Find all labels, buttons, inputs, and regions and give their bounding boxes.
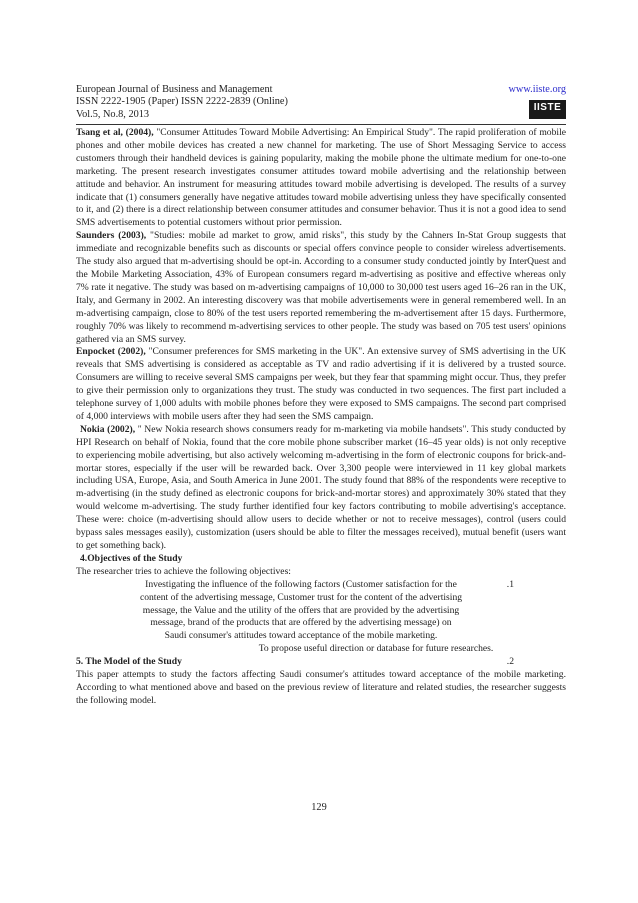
section4-intro: The researcher tries to achieve the following objectives: <box>76 565 291 577</box>
paragraph-enpocket <box>76 346 566 423</box>
objective-1-line: content of the advertising message, Customer trust for the content of the advertising <box>139 591 463 603</box>
text-nokia: " New Nokia research shows consumers ready for m-marketing via mobile handsets". This study conducted by HPI Research on behalf of Nokia, found that the core mobile phone subscriber market (16–45 year olds) is not only receptive to experiencing mobile advertising, but also actively welcoming m-advertising in the form of electronic coupons for brick-and-mortar stores, especially if the user will be rewarded back. Over 3,300 people were interviewed in 11 key global markets including USA, Europe, Asia, and South America in June 2001. The study found that 88% of the respondents were receptive to m-advertising (in the study defined as electronic coupons for brick-and-mortar stores) and approximately 30% stated that they would welcome m-advertising. The study further identified four key factors contributing to mobile advertising's acceptance. These were: choice (m-advertising should allow users to decide whether or not to receive messages), control (users could bypass sales messages easily), customization (users should be able to filter the messages received), mutual benefit (users want to get something back). <box>76 423 566 551</box>
text-saunders: "Studies: mobile ad market to grow, amid risks", this study by the Cahners In-Stat Group suggests that immediate and recognizable benefits such as discounts or special offers convince people to consider wireless advertisements. The study also argued that m-advertising should be opt-in. According to a consumer study conducted jointly by InterQuest and the Mobile Marketing Association, 43% of European consumers regard m-advertising as positive and effective whereas only 7% rate it negative. The study was based on m-advertising campaigns of 10,000 to 30,000 test users aged 16–26 ran in the UK, Italy, and Germany in 2002. An interesting discovery was that mobile advertisements were in general remembered well. In an m-advertising campaign, close to 80% of the test users reported remembering the m-advertisement after 15 days. Furthermore, roughly 70% was likely to recommend m-advertising services to other people. The study was based on 705 test users' opinions gathered via an SMS survey. <box>76 230 566 345</box>
objective-2-line: To propose useful direction or database for future researches. <box>258 643 494 655</box>
iiste-logo <box>529 100 566 119</box>
objective-1-line: message, brand of the products that are offered by the advertising message) on <box>150 617 452 629</box>
author-tsang: Tsang et al, (2004), <box>76 127 154 138</box>
section5-text: This paper attempts to study the factors affecting Saudi consumer's attitudes toward acceptance of the mobile marketing. According to what mentioned above and based on the previous review of literature and related studies, the researcher suggests the following model. <box>76 669 566 706</box>
text-tsang: "Consumer Attitudes Toward Mobile Advertising: An Empirical Study". The rapid proliferation of mobile phones and other mobile devices has created a new channel for marketing. The use of Short Messaging Service to access customers through their handheld devices is gaining popularity, making the mobile phone the ultimate medium for one-to-one marketing. The present research investigates consumer attitudes toward mobile advertising and the relationship between attitude and behavior. An instrument for measuring attitudes toward mobile advertising is developed. The results of a survey indicate that (1) consumers generally have negative attitudes toward mobile advertising unless they have specifically consented to it, and (2) there is a direct relationship between consumer attitudes and consumer behavior. Thus it is not a good idea to send SMS advertisements to potential customers without prior permission. <box>76 127 566 229</box>
journal-volume: Vol.5, No.8, 2013 <box>76 108 150 120</box>
author-enpocket: Enpocket (2002), <box>76 346 146 358</box>
paragraph-tsang <box>76 127 566 230</box>
section4-heading: 4.Objectives of the Study <box>80 552 183 564</box>
author-saunders: Saunders (2003), <box>76 230 147 242</box>
objective-1-line: Investigating the influence of the following factors (Customer satisfaction for the <box>145 578 457 590</box>
journal-header <box>76 84 566 121</box>
text-enpocket: "Consumer preferences for SMS marketing in the UK". An extensive survey of SMS advertising in the UK reveals that SMS advertising is considered as acceptable as TV and radio advertising if it is delivered by a trusted source. Consumers are willing to receive several SMS campaigns per week, but they fear that spamming might occur. Thus, they prefer to give their permission only to organizations they trust. The study was conducted in two sequences. The first part included a telephone survey of 1,000 adults with mobile phones before they were exposed to SMS campaigns. The second part comprised of 4,000 interviews with mobile users after they had seen the SMS campaign. <box>76 346 566 422</box>
objective-2-number: .2 <box>506 655 514 667</box>
objective-1-line: Saudi consumer's attitudes toward acceptance of the mobile marketing. <box>164 630 438 642</box>
page-number: 129 <box>311 802 327 813</box>
paragraph-saunders <box>76 230 566 346</box>
journal-issn: ISSN 2222-1905 (Paper) ISSN 2222-2839 (Online) <box>76 96 288 108</box>
journal-title: European Journal of Business and Management <box>76 84 273 95</box>
paragraph-nokia <box>76 424 566 553</box>
article-body <box>76 127 566 708</box>
author-nokia: Nokia (2002), <box>80 423 136 435</box>
journal-website-link[interactable]: www.iiste.org <box>508 84 566 95</box>
section5-heading: 5. The Model of the Study <box>76 656 182 668</box>
logo-text: IISTE <box>533 102 562 113</box>
objective-1-number: .1 <box>506 578 514 590</box>
header-divider <box>76 124 566 125</box>
objective-1-line: message, the Value and the utility of the offers that are provided by the advertising <box>142 604 460 616</box>
